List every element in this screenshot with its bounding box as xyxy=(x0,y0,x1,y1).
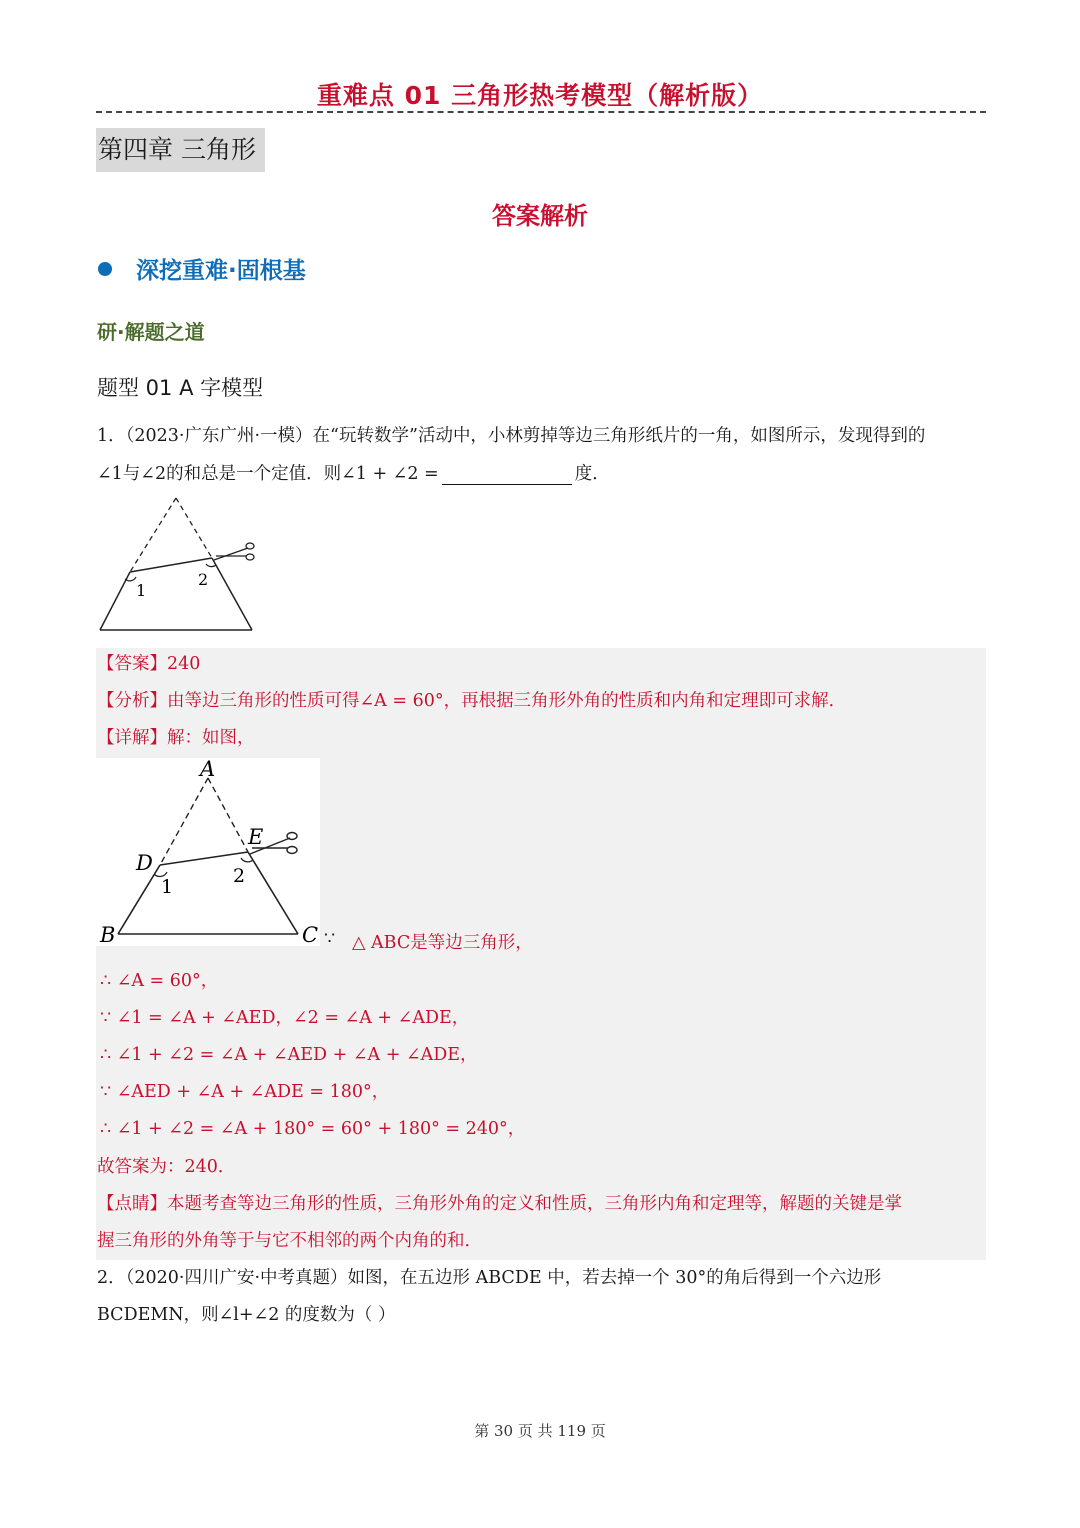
final-answer: 故答案为：240． xyxy=(97,1157,236,1177)
solution-step-3: ∵ ∠1 = ∠A + ∠AED，∠2 = ∠A + ∠ADE， xyxy=(100,1008,470,1028)
solution-step-1: △ ABC是等边三角形， xyxy=(352,933,533,953)
q1-line-2-text: ∠1与∠2的和总是一个定值．则∠1 + ∠2 = xyxy=(97,464,439,484)
solution-step-2: ∴ ∠A = 60°， xyxy=(100,971,219,991)
angle-1-label: 1 xyxy=(161,876,174,898)
angle-2-label: 2 xyxy=(198,570,209,589)
answer-line xyxy=(97,650,200,675)
solution-step-5: ∵ ∠AED + ∠A + ∠ADE = 180°， xyxy=(100,1082,390,1102)
segment-EC xyxy=(248,852,298,934)
q1-line-2-unit: 度． xyxy=(574,464,610,484)
comment-tag: 【点睛】 xyxy=(97,1194,167,1214)
vertex-C-label: C xyxy=(302,923,319,947)
comment-line-2: 握三角形的外角等于与它不相邻的两个内角的和． xyxy=(97,1231,482,1251)
angle-2-arc xyxy=(206,564,216,567)
because-symbol: ∵ xyxy=(324,929,336,949)
method-heading: 研·解题之道 xyxy=(97,320,205,344)
segment-DB xyxy=(118,865,160,934)
header-divider xyxy=(96,111,986,113)
right-edge xyxy=(212,558,252,630)
solution-step-6: ∴ ∠1 + ∠2 = ∠A + 180° = 60° + 180° = 240°， xyxy=(100,1119,526,1139)
q2-line-2: BCDEMN，则∠l+∠2 的度数为（ ） xyxy=(97,1305,396,1325)
vertex-A-label: A xyxy=(200,758,216,781)
angle-1-label: 1 xyxy=(136,581,147,600)
q1-line-2 xyxy=(97,460,610,485)
chapter-label: 第四章 三角形 xyxy=(96,128,265,172)
bullet-icon xyxy=(98,262,112,276)
analysis-tag: 【分析】 xyxy=(97,691,167,711)
answer-tag: 【答案】 xyxy=(97,654,167,674)
vertex-D-label: D xyxy=(136,851,153,875)
comment-line-1 xyxy=(97,1190,902,1215)
answers-heading: 答案解析 xyxy=(492,202,588,230)
q2-line-1: 2．（2020·四川广安·中考真题）如图，在五边形 ABCDE 中，若去掉一个 30°的角后得到一个六边形 xyxy=(97,1268,882,1288)
q1-line-1: 1．（2023·广东广州·一模）在“玩转数学”活动中，小林剪掉等边三角形纸片的一角，如图所示，发现得到的 xyxy=(97,426,926,446)
page-footer: 第 30 页 共 119 页 xyxy=(474,1422,606,1440)
solution-step-4: ∴ ∠1 + ∠2 = ∠A + ∠AED + ∠A + ∠ADE， xyxy=(100,1045,478,1065)
detail-tag: 【详解】 xyxy=(97,728,167,748)
comment-text-1: 本题考查等边三角形的性质，三角形外角的定义和性质，三角形内角和定理等，解题的关键是掌 xyxy=(167,1194,902,1214)
left-edge xyxy=(100,572,130,630)
figure-2-triangle xyxy=(96,758,326,948)
detail-line xyxy=(97,724,255,749)
question-type-heading: 题型 01 A 字模型 xyxy=(97,376,264,400)
vertex-E-label: E xyxy=(248,825,264,849)
dashed-AE xyxy=(208,778,248,852)
analysis-line xyxy=(97,687,846,712)
section-label: 深挖重难·固根基 xyxy=(136,258,306,284)
document-title: 重难点 01 三角形热考模型（解析版） xyxy=(316,81,764,110)
dashed-AD xyxy=(160,778,208,865)
detail-text: 解：如图， xyxy=(167,728,255,748)
analysis-text: 由等边三角形的性质可得∠A = 60°，再根据三角形外角的性质和内角和定理即可求解． xyxy=(167,691,847,711)
answer-blank xyxy=(442,466,572,485)
section-heading xyxy=(98,252,306,285)
angle-2-label: 2 xyxy=(233,865,246,887)
figure-1-triangle xyxy=(96,494,264,636)
scissors-icon xyxy=(214,543,254,560)
dashed-right-edge xyxy=(176,498,212,558)
answer-value: 240 xyxy=(167,654,201,674)
vertex-B-label: B xyxy=(100,923,116,947)
segment-DE xyxy=(160,852,248,865)
dashed-left-edge xyxy=(130,498,176,572)
